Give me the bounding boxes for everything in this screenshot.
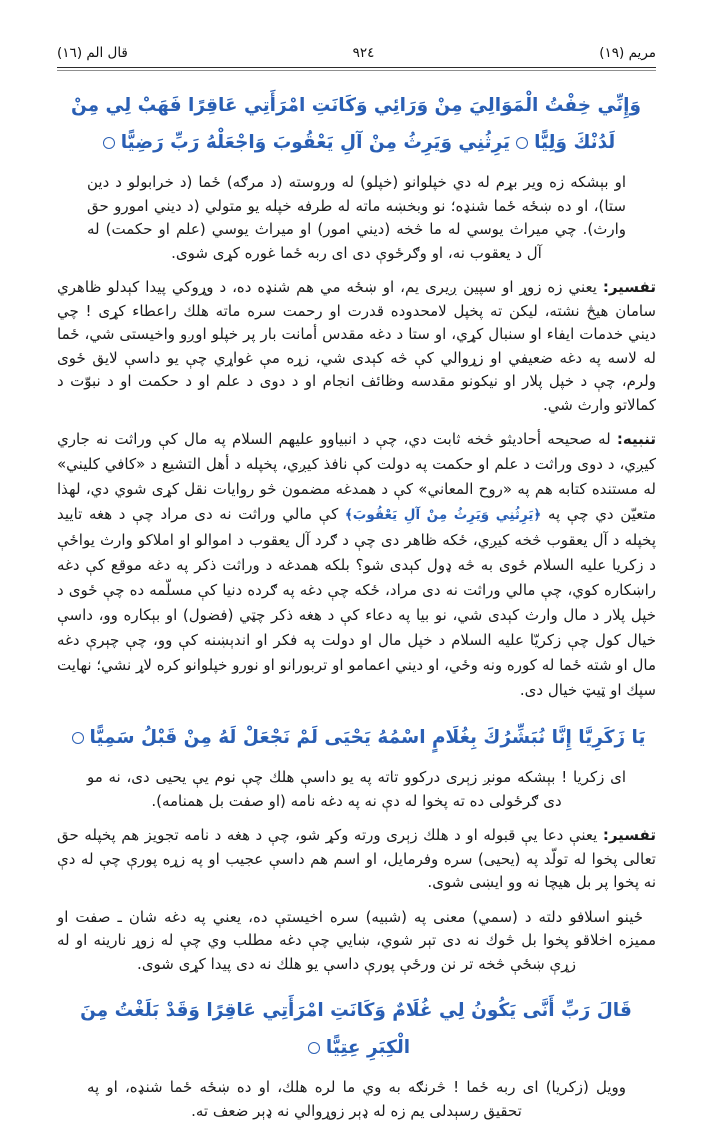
- tafsir-label-2: تفسير:: [602, 826, 656, 844]
- tafsir-text-1: يعني زه زوړ او سپين ږيرى يم، او ښځه مي هم شنډه ده، د وړوكي پيدا كېدلو ظاهري سامان هيڅ نشته، ليكن ته پخپل لامحدوده قدرت او رحمت سره ماته هلك راعطاء كړى ! چي ديني خدمات ايفاء او سنبال كړي، او ستا د دغه مقدس أمانت بار پر خپلو اوږو واخيستى شي، ځما له لاسه په دغه ضعيفي او زړوالي كې څه كېدى شي، زړه مې غواړي چې يو داسې لايق ځوى ولرم، چې د خپل پلار او نيكونو مقدسه وظائف انجام او د دوى د علم او د حكمت او د نبوّت د كمالاتو وارث شي.: [57, 278, 656, 414]
- tanbih-label: تنبيه:: [616, 430, 656, 448]
- tafsir-label: تفسير:: [602, 278, 656, 296]
- quran-ayah-text: يَرِثُنِي وَيَرِثُ مِنْ آلِ يَعْقُوبَ وَاجْعَلْهُ رَبِّ رَضِيًّا: [120, 132, 511, 153]
- quran-verse-block-3: [63, 992, 650, 1066]
- header-surah-name: مريم (١٩): [599, 45, 656, 61]
- ayah-end-icon: [72, 732, 84, 744]
- quran-verse-block-1: [63, 87, 650, 161]
- header-juz-name: قال الم (١٦): [57, 45, 128, 61]
- page-header: [57, 44, 656, 62]
- tafsir-paragraph-1: [57, 276, 656, 417]
- tanbih-paragraph: [57, 427, 656, 703]
- quran-verse-block-2: [63, 719, 650, 756]
- ayah-end-icon: [516, 137, 528, 149]
- inline-quran-quote: ﴿يَرِثُنِي وَيَرِثُ مِنْ آلِ يَعْقُوبَ﴾: [344, 507, 542, 523]
- verse-translation-2: اى زكريا ! بېشكه مونږ زېرى دركوو تاته په يو داسې هلك چې نوم يې يحيى دى، نه مو دى ګرځولى ده ته پخوا له دې نه په دغه نامه (او صفت بل همنامه).: [87, 768, 626, 810]
- tanbih-text-after-quote: كې مالي وراثت نه دى مراد چې د هغه تاييد پخپله د آل يعقوب څخه كيږي، ځكه ظاهر دى چې د ګرد آل يعقوب د اموالو او املاكو وارث يواځې د زكريا عليه السلام ځوى به څه ډول كېدى شو؟ بلكه همدغه د وراثت ذكر په دغه موقع كې دغه راښكاره كوي، چې مالي وراثت نه دى مراد، ځكه چې دغه په ګرده دنيا كې مسلّمه ده چې ځوى د خپل پلار د مال وارث كېدى شي، نو بيا په دعاء كې د هغه ذكر چټي (فضول) او بېكاره وو، داسې خيال كول چې زكريّا عليه السلام د خپل مال او دولت په فكر او اندېښنه كې وو، چې چېرې دغه مال او شته ځما له كوره ونه وځي، او ديني اعمامو او تربورانو او نورو خپلوانو كره لاړ نشي؛ نهايت سپك او ټيټ خيال دى.: [57, 505, 656, 699]
- quran-ayah-text: وَإِنِّي خِفْتُ الْمَوَالِيَ مِنْ وَرَائِي وَكَانَتِ امْرَأَتِي عَاقِرًا فَهَبْ لِي مِنْ لَدُنْكَ وَلِيًّا: [71, 95, 641, 153]
- header-page-number: ٩٢٤: [352, 45, 375, 61]
- verse-translation-3: وويل (زكريا) اى ربه ځما ! څرنګه به وي ما لره هلك، او ده ښځه ځما شنډه، او په تحقيق رسېدلى يم زه له ډېر زوړوالي نه ډېر ضعف ته.: [87, 1078, 626, 1120]
- header-divider-rule: [57, 67, 656, 71]
- scholars-note-paragraph: ځينو اسلافو دلته د (سمي) معنى په (شبيه) سره اخيستې ده، يعني په دغه شان ـ صفت او مميزه اخلاقو پخوا بل څوك نه دى تېر شوي، ښايي چې دغه مطلب وي چې له زوړ نارينه او له زړې ښځې څخه تر نن ورځې پورې داسې يو هلك نه دى پيدا كړى شوى.: [57, 907, 656, 973]
- quran-ayah-text: قَالَ رَبِّ أَنَّى يَكُونُ لِي غُلَامٌ وَكَانَتِ امْرَأَتِي عَاقِرًا وَقَدْ بَلَغْتُ مِنَ الْكِبَرِ عِتِيًّا: [80, 1000, 632, 1058]
- tanbih-text-before-quote: له صحيحه أحاديثو څخه ثابت دي، چې د انبياوو عليهم السلام په مال كې وراثت نه جاري كيږي، د دوى وراثت د علم او حكمت په دولت كې نافذ كيږي، پخپله د أهل التشيع د «كافي كليني» له مستنده كتابه هم په «روح المعاني» كې د همدغه مضمون څو روايات نقل كړى شوي دي، لهذا متعيّن دي چې په: [57, 430, 656, 523]
- ayah-end-icon: [308, 1042, 320, 1054]
- ayah-end-icon: [103, 137, 115, 149]
- verse-translation-1: او بېشكه زه وير بړم له دي خپلوانو (خپلو) له وروسته (د مرګه) ځما (د خرابولو د دين ستا)، او ده ښځه ځما شنډه؛ نو وبخښه ماته له طرفه خپله يو متولي (د ديني امورو حق وارث). چي ميراث يوسي له ما څخه (ديني امور) او ميراث يوسي (علم او حكمت) له آل د يعقوب نه، او وګرځوې دى اى ربه ځما غوره كړى شوى.: [87, 173, 626, 262]
- tafsir-text-2: يعنې دعا يې قبوله او د هلك زېرى ورته وكړ شو، چې د هغه د نامه تجويز هم پخپله حق تعالى پخوا له تولّد په (يحيى) سره وفرمايل، او اسم هم داسې عجيب او په زړه پورې چې له دې نه پخوا پر بل هيچا نه وو ايښى شوى.: [57, 826, 656, 891]
- quran-ayah-text: يَا زَكَرِيَّا إِنَّا نُبَشِّرُكَ بِغُلَامٍ اسْمُهُ يَحْيَى لَمْ نَجْعَلْ لَهُ مِنْ قَبْلُ سَمِيًّا: [89, 727, 646, 748]
- tafsir-paragraph-2: [57, 824, 656, 895]
